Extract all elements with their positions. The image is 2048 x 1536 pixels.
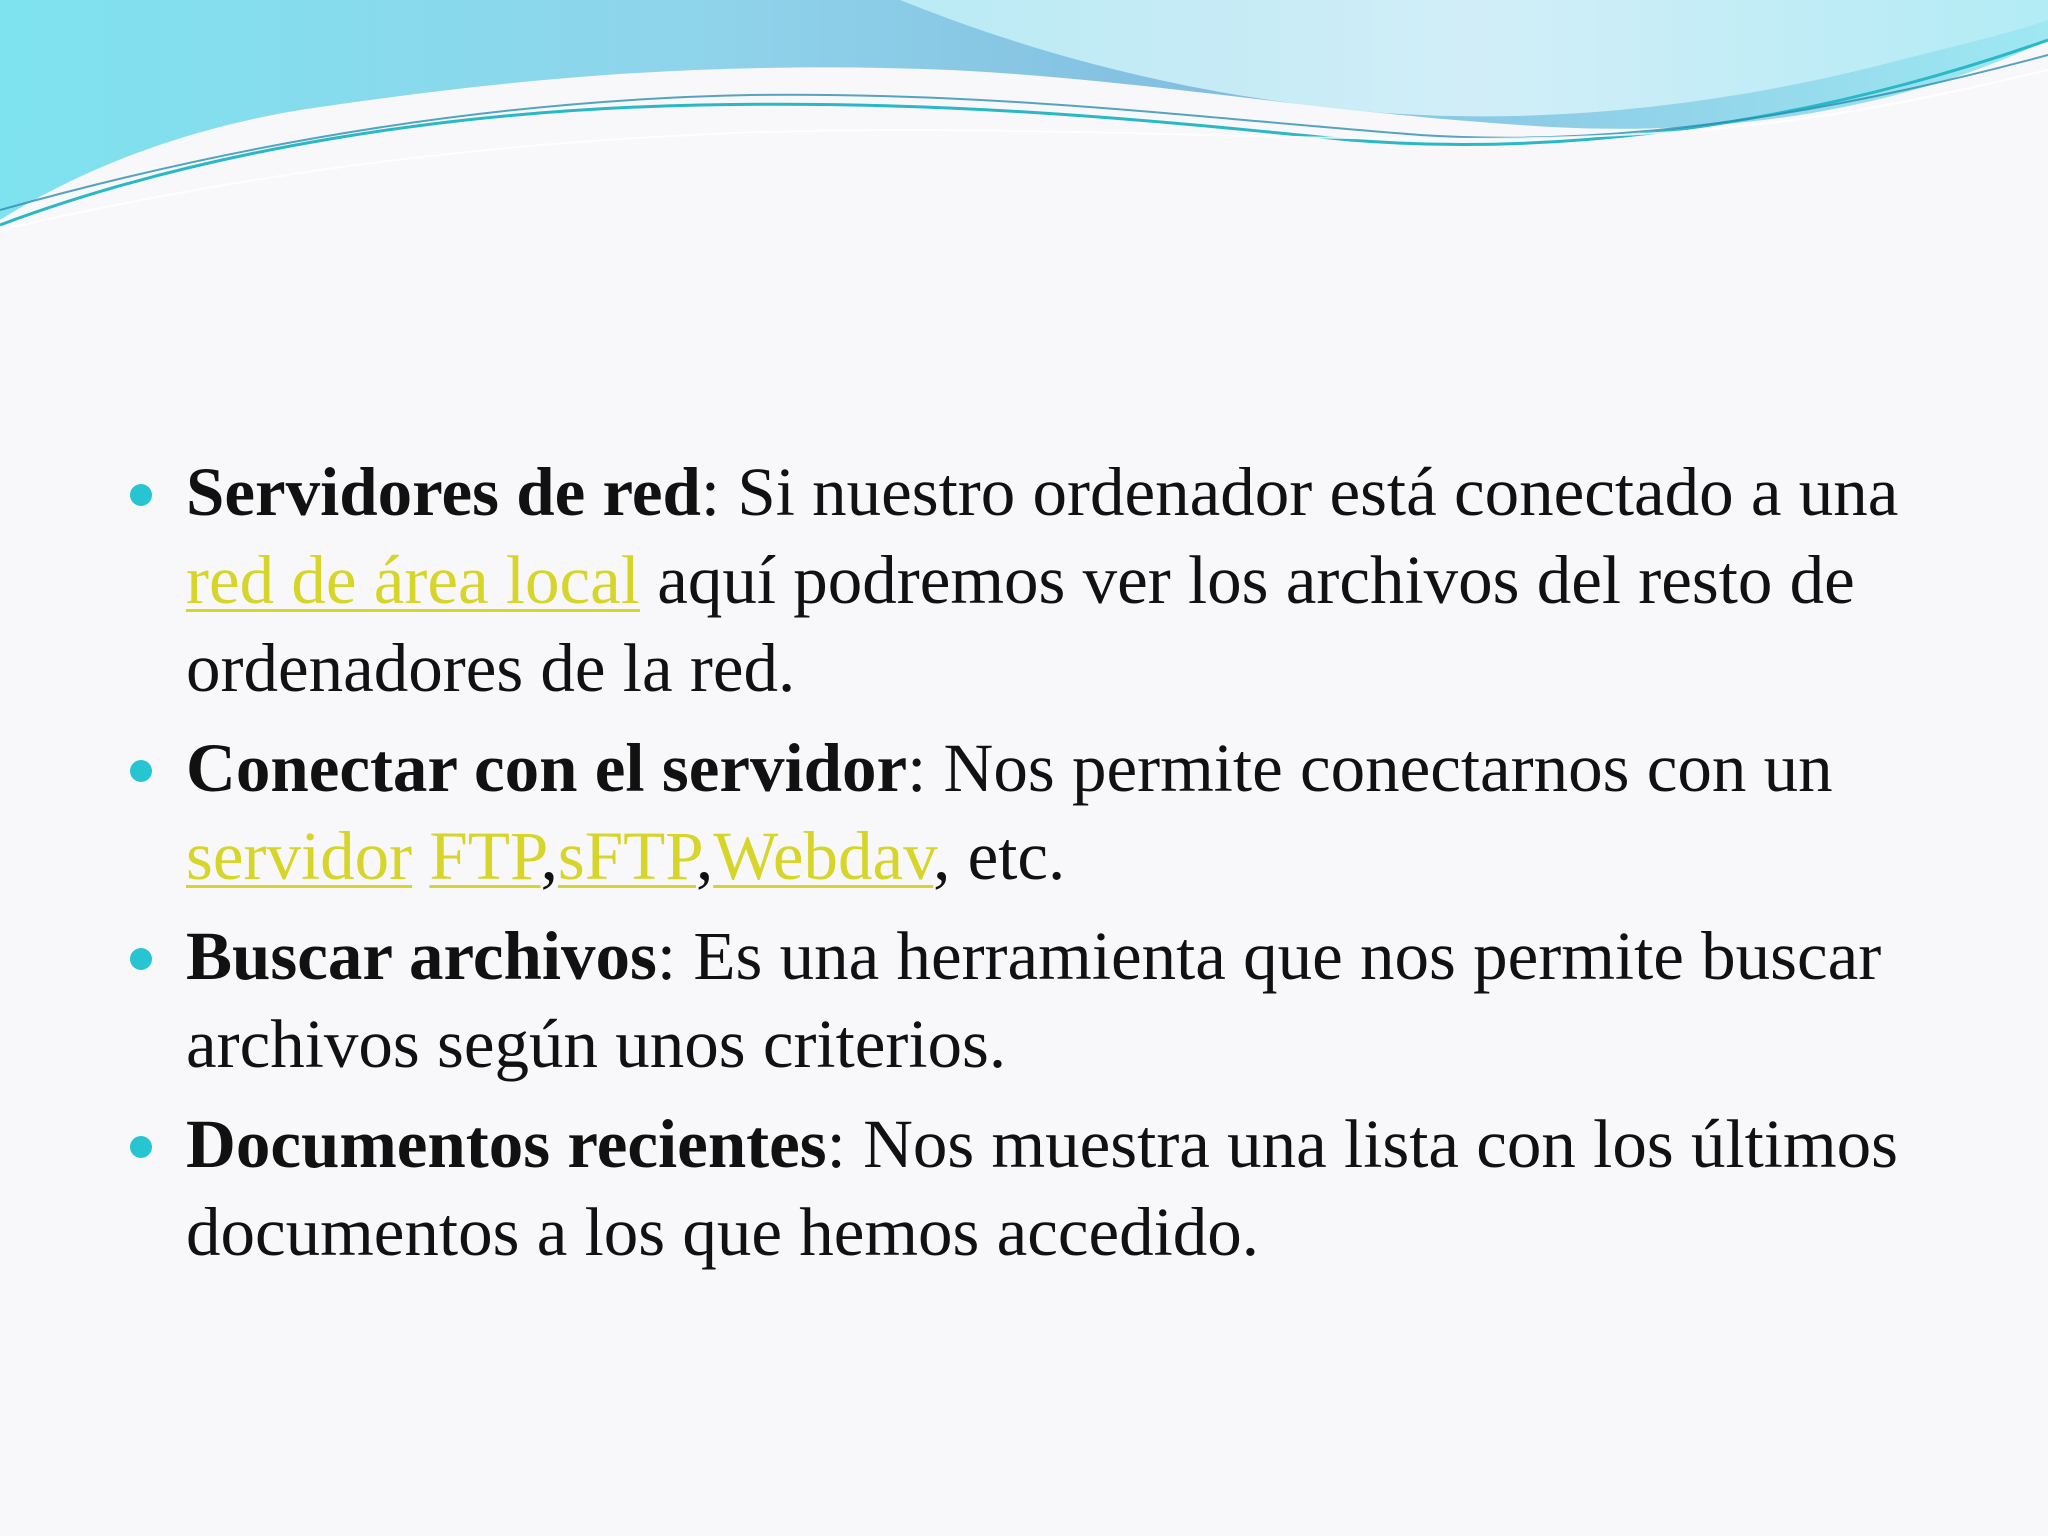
bullet-term: Documentos recientes — [186, 1106, 827, 1182]
bullet-term: Servidores de red — [186, 454, 701, 530]
bullet-text: : Es una herramienta que nos permite buscar archivos según unos criterios. — [186, 918, 1882, 1082]
link-servidor[interactable]: servidor — [186, 818, 413, 894]
bullet-text: : Nos permite conectarnos con un — [907, 730, 1833, 806]
bullet-servidores-de-red — [124, 448, 1984, 712]
bullet-dot-icon — [130, 948, 152, 970]
bullet-documentos-recientes — [124, 1100, 1984, 1276]
bullet-text: : Si nuestro ordenador está conectado a una — [700, 454, 1899, 530]
bullet-text: : Nos muestra una lista con los últimos documentos a los que hemos accedido. — [186, 1106, 1898, 1270]
bullet-conectar-con-el-servidor — [124, 724, 1984, 900]
link-red-de-area-local[interactable]: red de área local — [186, 542, 640, 618]
link-separator: , — [695, 818, 714, 894]
header-wave-decoration — [0, 0, 2048, 240]
link-sftp[interactable]: sFTP — [557, 818, 696, 894]
bullet-text: aquí podremos ver los archivos del resto de ordenadores de la red. — [186, 542, 1855, 706]
bullet-list — [124, 448, 1984, 1288]
link-separator — [412, 818, 429, 894]
bullet-term: Conectar con el servidor — [186, 730, 908, 806]
bullet-term: Buscar archivos — [186, 918, 657, 994]
bullet-buscar-archivos — [124, 912, 1984, 1088]
link-webdav[interactable]: Webdav — [713, 818, 934, 894]
link-ftp[interactable]: FTP — [429, 818, 541, 894]
bullet-dot-icon — [130, 760, 152, 782]
bullet-dot-icon — [130, 484, 152, 506]
link-separator: , — [540, 818, 558, 894]
bullet-dot-icon — [130, 1136, 152, 1158]
bullet-text: , etc. — [933, 818, 1066, 894]
